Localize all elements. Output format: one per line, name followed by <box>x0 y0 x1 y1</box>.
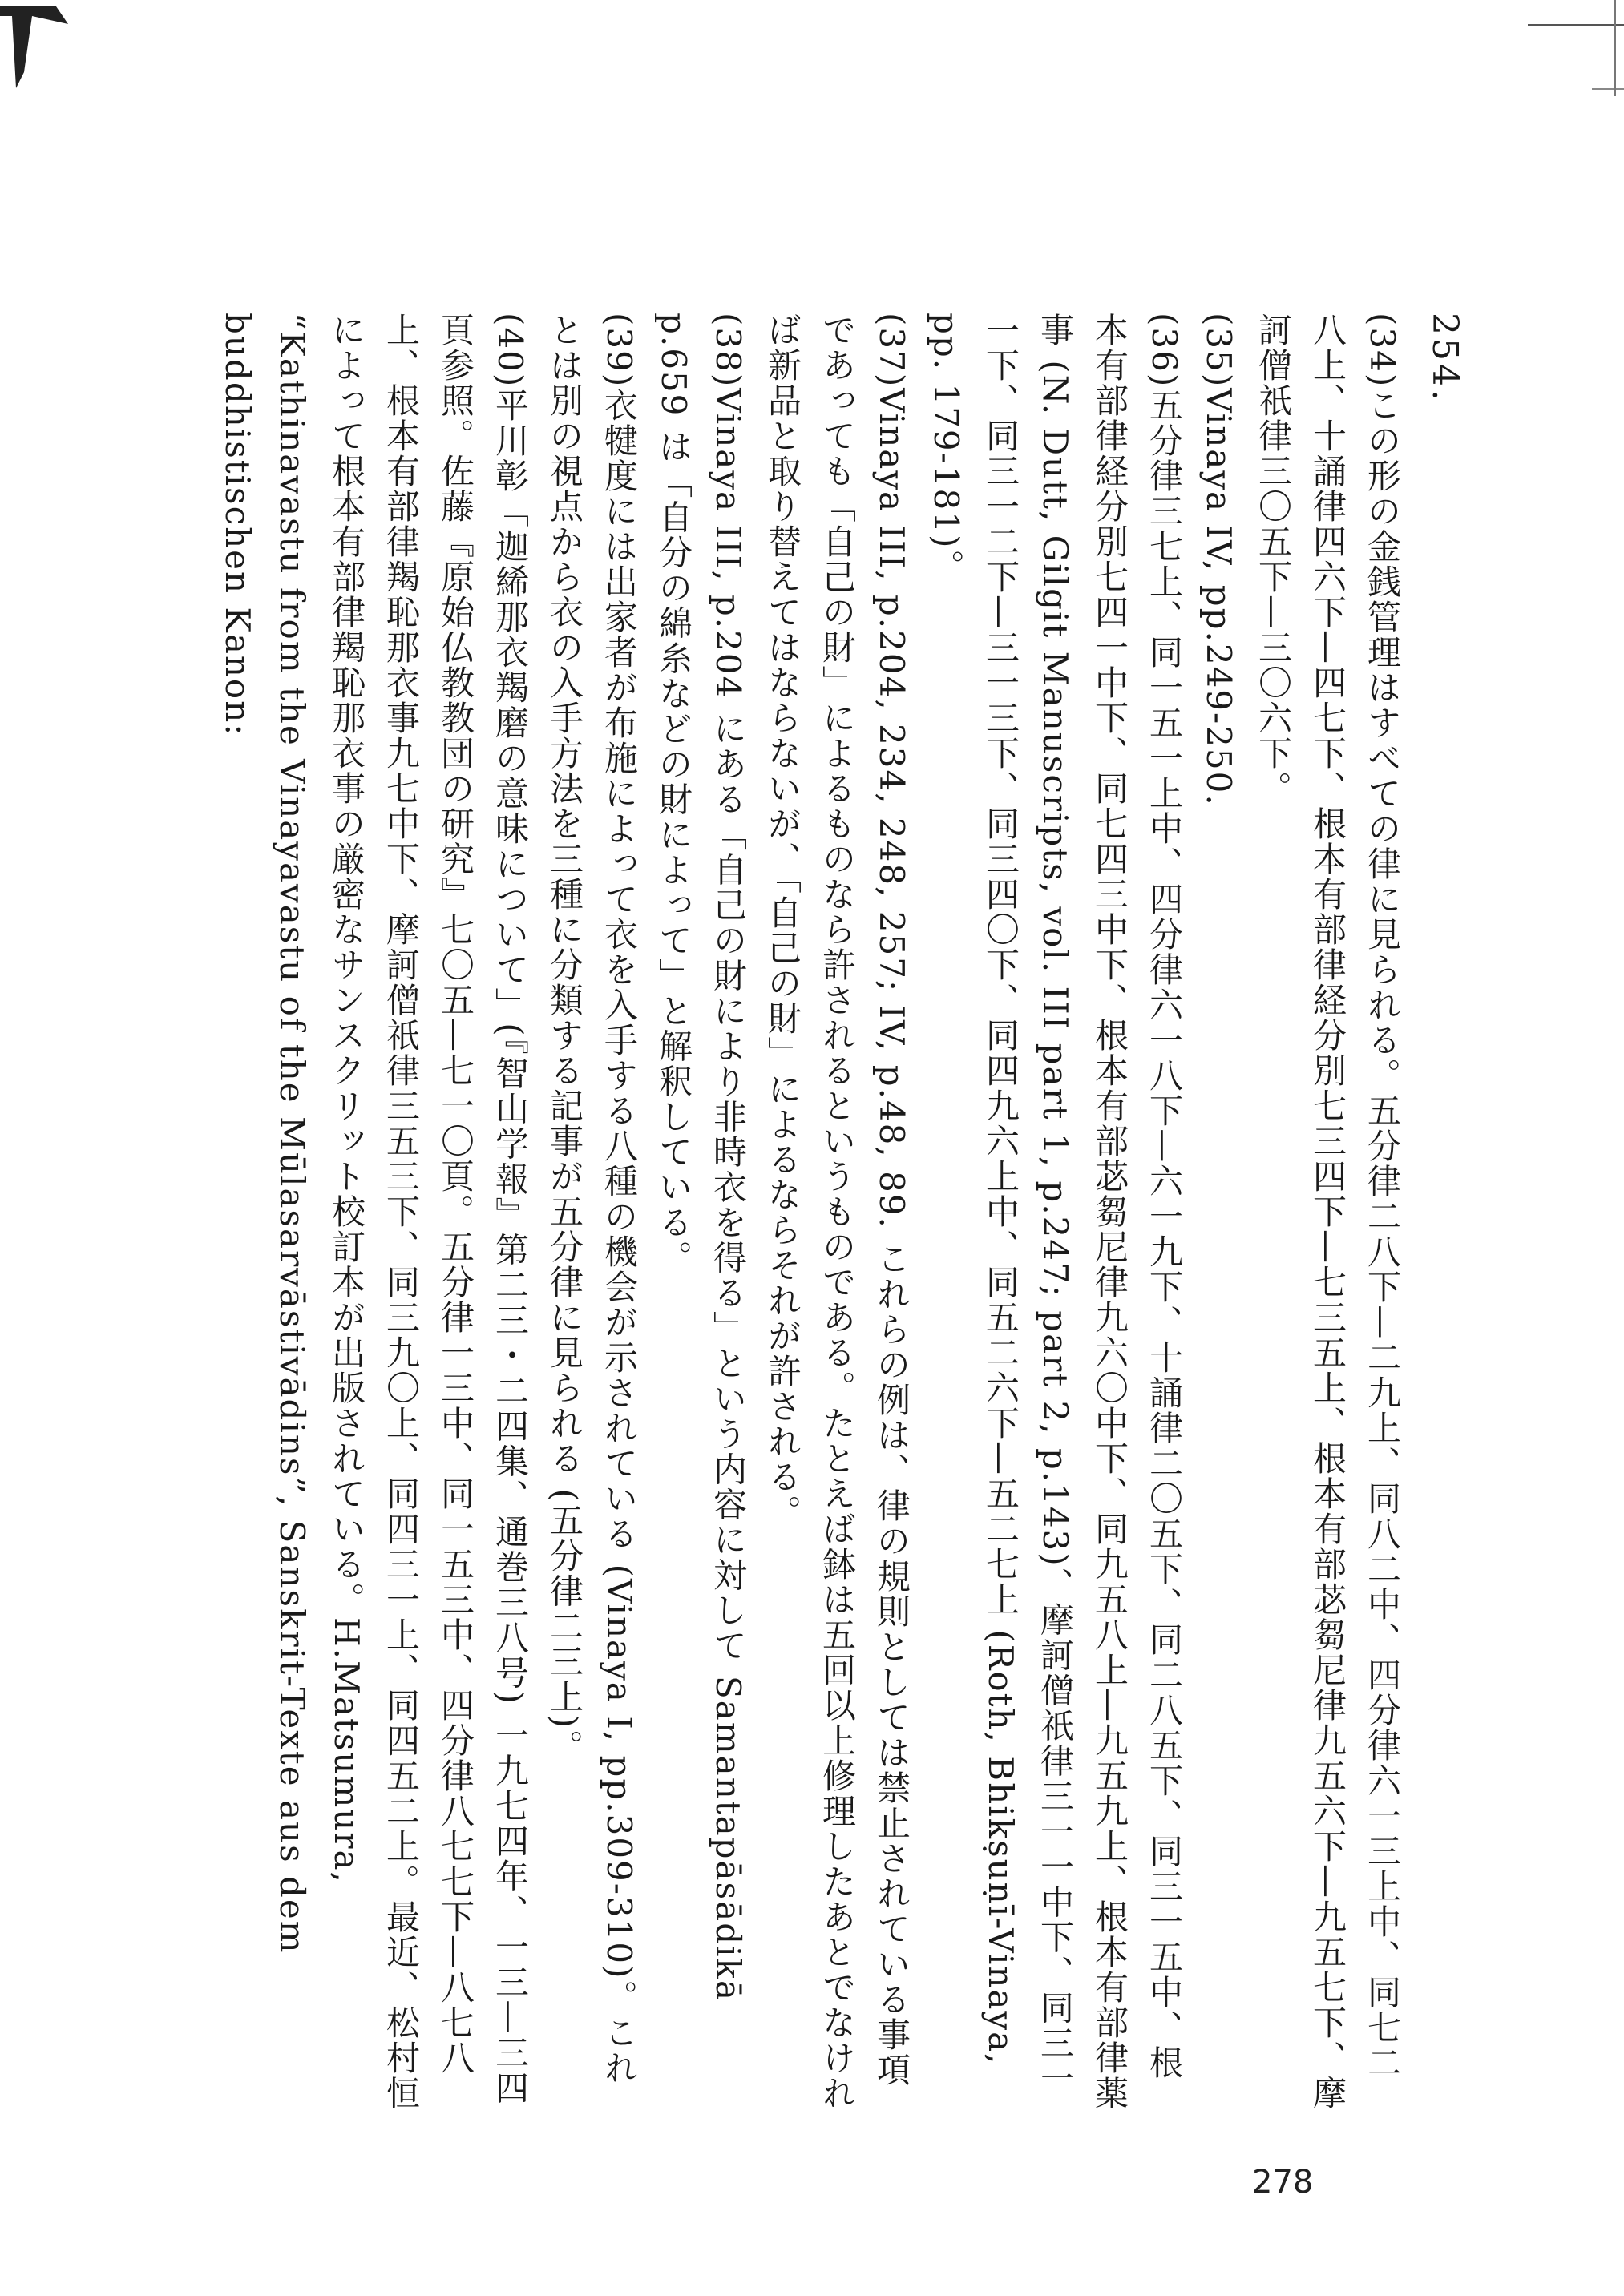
scan-right-edge <box>1614 0 1616 96</box>
scan-edge-line <box>1528 24 1624 26</box>
note-text: Vinaya III, p.204, 234, 248, 257; IV, p.48, 89. これらの例は、律の規則としては禁止されている事項であっても「自己の財」によるものなら許されるというものである。たとえば鉢は五回以上修理したあとでなければ新品と取り替えてはならないが、「自己の財」によるならそれが許される。 <box>763 313 911 2111</box>
notes-column <box>29 313 1472 2116</box>
note-number: (39) <box>600 313 639 389</box>
note-35 <box>1191 313 1246 2116</box>
note-34 <box>1246 313 1409 2116</box>
note-40 <box>210 313 537 2116</box>
note-text: 衣犍度には出家者が布施によって衣を入手する八種の機会が示されている (Vinaya I, pp.309-310)。これとは別の視点から衣の入手方法を三種に分類する記事が五分律に見られる (五分律二三上)。 <box>545 313 639 2086</box>
note-38 <box>646 313 755 2116</box>
scan-corner-mark <box>0 0 88 88</box>
note-number: (40) <box>491 313 530 389</box>
note-39 <box>537 313 646 2116</box>
note-text: 平川彰「迦絺那衣羯磨の意味について」(『智山学報』第二三・二四集、通巻三八号) 一九七四年、一三—三四頁参照。佐藤『原始仏教教団の研究』七〇五—七一〇頁。五分律一三中、同一五三中、四分律八七七下—八七八上、根本有部律羯恥那衣事九七中下、摩訶僧祇律三五三下、同三九〇上、同四三一上、同四五二上。最近、松村恒によって根本有部律羯恥那衣事の厳密なサンスクリット校訂本が出版されている。H.Matsumura, “Kathinavastu from the Vinayavastu of the Mūlasarvāstivādins”, Sanskrit-Texte aus dem buddhistischen Kanon: <box>218 313 530 2111</box>
page-number: 278 <box>1252 2164 1314 2201</box>
note-37 <box>755 313 919 2116</box>
note-text: この形の金銭管理はすべての律に見られる。五分律二八下—二九上、同八二中、四分律六一三上中、同七二八上、十誦律四六下—四七下、根本有部律経分別七三四下—七三五上、根本有部苾芻尼律九五六下—九五七下、摩訶僧祇律三〇五下—三〇六下。 <box>1254 313 1402 2111</box>
note-number: (35) <box>1199 313 1238 389</box>
note-number: (38) <box>709 313 748 389</box>
note-number: (34) <box>1363 313 1402 389</box>
note-text: Vinaya IV, pp.249-250. <box>1199 388 1238 807</box>
note-text: 五分律三七上、同一五一上中、四分律六一八下—六一九下、十誦律二〇五下、同二八五下、同三一五中、根本有部律経分別七四一中下、同七四三中下、根本有部苾芻尼律九六〇中下、同九五八上—九五九上、根本有部律薬事 (N. Dutt, Gilgit Manuscripts, vol. III part 1, p.247; part 2, p.143)、摩訶僧祇律三一一中下、同三一一下、同三一二下—三一三下、同三四〇下、同四九六上中、同五二六下—五二七上 (Roth, Bhikṣuṇī-Vinaya, pp. 179-181)。 <box>927 313 1184 2111</box>
note-number: (36) <box>1145 313 1184 389</box>
note-text: Vinaya III, p.204 にある「自己の財により非時衣を得る」という内容に対して Samantapāsādikā p.659 は「自分の綿糸などの財によって」と解釈している。 <box>654 313 748 2003</box>
note-36 <box>919 313 1191 2116</box>
page-header-number: 254. <box>1424 313 1465 404</box>
scan-edge-line-short <box>1592 88 1624 90</box>
note-number: (37) <box>872 313 911 389</box>
